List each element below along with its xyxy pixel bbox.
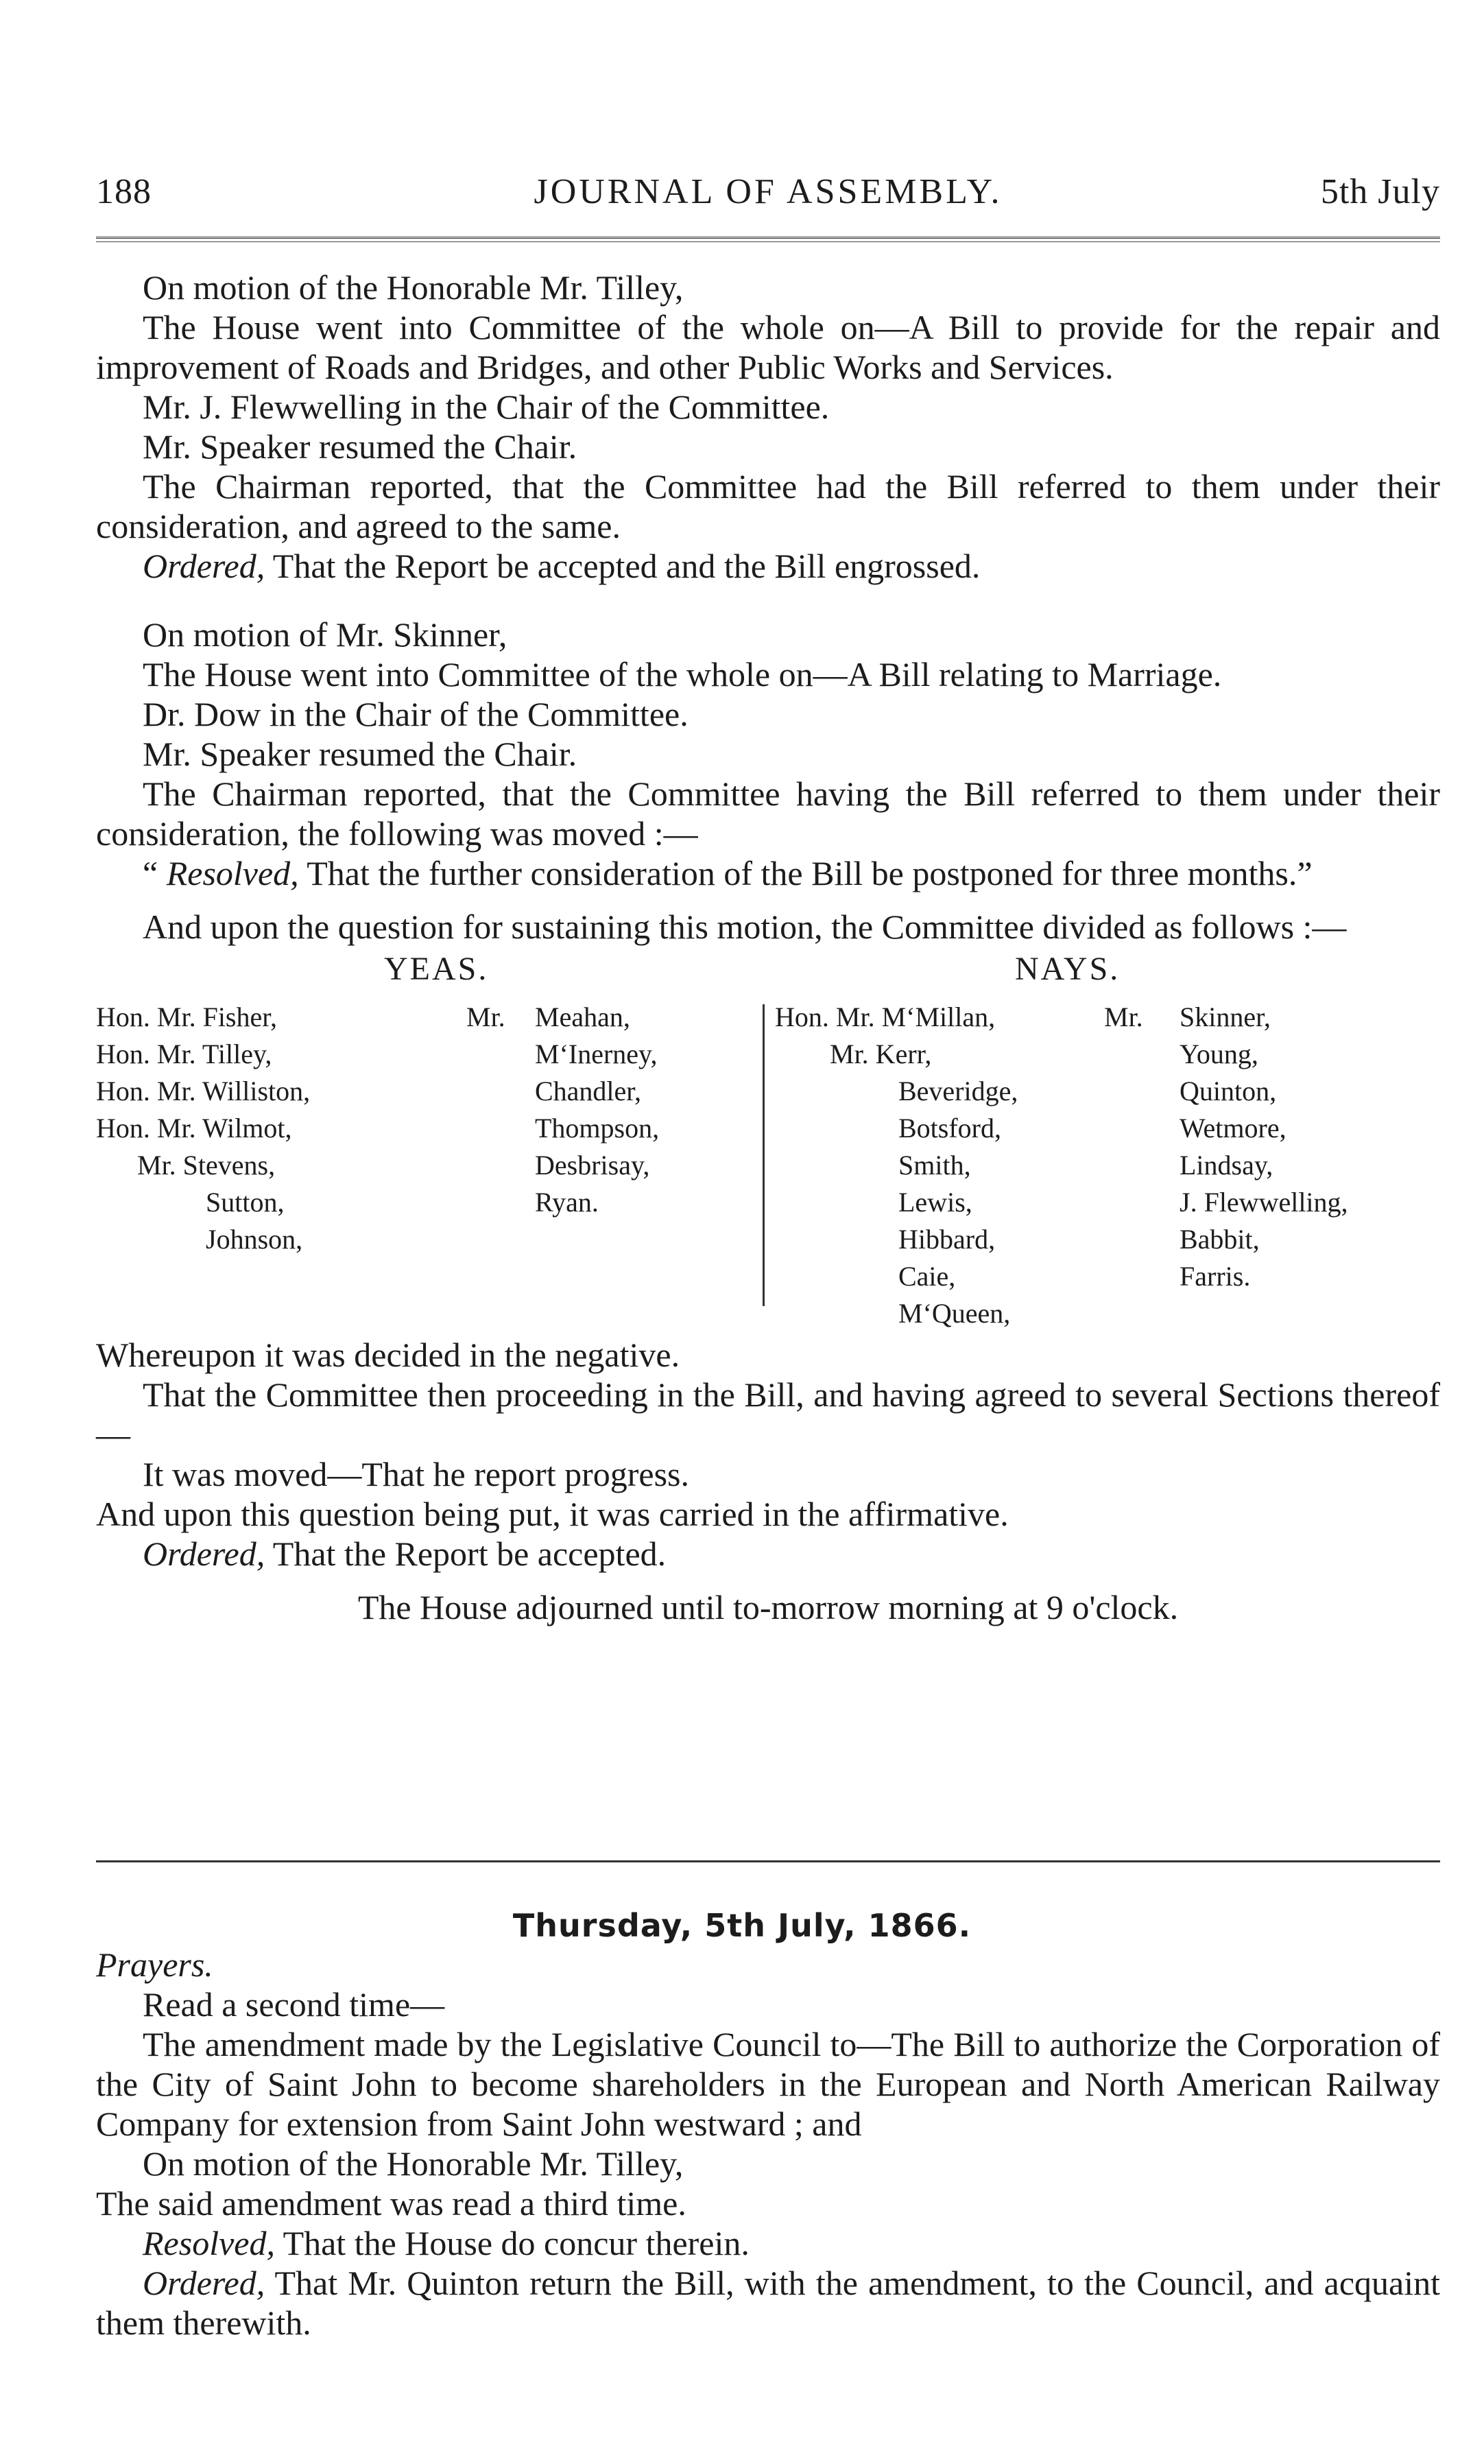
day-heading: Thursday, 5th July, 1866. xyxy=(512,1907,972,1944)
section-rule xyxy=(96,1860,1440,1862)
division-divider xyxy=(763,1004,765,1306)
nays-column-2-prefix xyxy=(1104,999,1143,1036)
nay-name: Lindsay, xyxy=(1180,1150,1273,1181)
journal-title: JOURNAL OF ASSEMBLY. xyxy=(534,172,1003,211)
yeas-heading: YEAS. xyxy=(384,951,489,987)
yea-name: Johnson, xyxy=(206,1224,303,1255)
yeas-column-2 xyxy=(535,999,659,1221)
nay-name: Lewis, xyxy=(898,1187,972,1218)
division-intro: And upon the question for sustaining this motion, the Committee divided as follows :— xyxy=(143,908,1347,946)
yea-name: Sutton, xyxy=(206,1187,285,1218)
division-list xyxy=(96,951,1440,1335)
chairman-report-1: The Chairman reported, that the Committee had the Bill referred to them under their consideration, and agreed to the same. xyxy=(96,467,1440,545)
nay-name: M‘Queen, xyxy=(898,1298,1011,1329)
motion-tilley: On motion of the Honorable Mr. Tilley, xyxy=(143,268,684,307)
chair-flewwelling: Mr. J. Flewwelling in the Chair of the Committee. xyxy=(143,388,830,426)
yeas-column-1 xyxy=(96,999,310,1258)
read-second-time: Read a second time— xyxy=(143,1985,445,2024)
chairman-report-2: The Chairman reported, that the Committee having the Bill referred to them under their consideration, the following was moved :— xyxy=(96,774,1440,853)
open-quote: “ xyxy=(143,854,167,892)
amendment-saint-john: The amendment made by the Legislative Council to—The Bill to authorize the Corporation of the City of Saint John to become shareholders in the European and North American Railway Company for extension from Saint John westward ; and xyxy=(96,2025,1440,2143)
speaker-resumed-1: Mr. Speaker resumed the Chair. xyxy=(143,427,577,466)
ordered-quinton xyxy=(96,2263,1440,2343)
nay-name: Hibbard, xyxy=(898,1224,996,1255)
prayers-label: Prayers. xyxy=(96,1945,213,1984)
ordered-quinton-label: Ordered, xyxy=(143,2264,265,2302)
decided-negative: Whereupon it was decided in the negative. xyxy=(96,1336,680,1374)
nay-name: Wetmore, xyxy=(1180,1113,1286,1144)
moved-report-progress: It was moved—That he report progress. xyxy=(143,1455,689,1493)
running-header xyxy=(96,171,1440,226)
yea-name: Ryan. xyxy=(535,1187,599,1218)
ordered-2-label: Ordered, xyxy=(143,1535,265,1573)
nay-name: Hon. Mr. M‘Millan, xyxy=(775,1002,996,1032)
speaker-resumed-2: Mr. Speaker resumed the Chair. xyxy=(143,735,577,773)
ordered-2-text: That the Report be accepted. xyxy=(265,1535,667,1573)
yea-name: Hon. Mr. Tilley, xyxy=(96,1039,272,1069)
resolved-concur xyxy=(96,2223,1440,2263)
yea-name: Meahan, xyxy=(535,1002,630,1032)
nays-column-2 xyxy=(1180,999,1348,1295)
yeas-column-2-prefix xyxy=(466,999,505,1036)
resolved-concur-text: That the House do concur therein. xyxy=(274,2224,750,2262)
nay-name: Beveridge, xyxy=(898,1076,1018,1106)
nay-name: Caie, xyxy=(898,1261,956,1292)
yea-name: Hon. Mr. Wilmot, xyxy=(96,1113,292,1144)
yea-name: Desbrisay, xyxy=(535,1150,650,1181)
committee-marriage-bill: The House went into Committee of the whole on—A Bill relating to Marriage. xyxy=(143,655,1222,694)
page-number: 188 xyxy=(96,172,152,211)
house-adjourned: The House adjourned until to-morrow morning at 9 o'clock. xyxy=(357,1588,1179,1626)
yea-name: Thompson, xyxy=(535,1113,660,1144)
committee-roads-bill: The House went into Committee of the whole on—A Bill to provide for the repair and improvement of Roads and Bridges, and other Public Works and Services. xyxy=(96,308,1440,386)
nay-name: Smith, xyxy=(898,1150,971,1181)
yeas-col2-mr: Mr. xyxy=(466,1002,505,1032)
nay-name: Young, xyxy=(1180,1039,1258,1069)
ordered-quinton-text: That Mr. Quinton return the Bill, with the amendment, to the Council, and acquaint them therewith. xyxy=(96,2264,1440,2342)
read-third-time: The said amendment was read a third time. xyxy=(96,2184,686,2223)
yea-name: Chandler, xyxy=(535,1076,642,1106)
ordered-1 xyxy=(96,546,1440,586)
nay-name: Quinton, xyxy=(1180,1076,1277,1106)
resolved-label: Resolved, xyxy=(166,854,299,892)
chair-dow: Dr. Dow in the Chair of the Committee. xyxy=(143,695,689,733)
nay-name: Babbit, xyxy=(1180,1224,1260,1255)
motion-tilley-2: On motion of the Honorable Mr. Tilley, xyxy=(143,2144,684,2183)
header-date: 5th July xyxy=(1320,172,1440,211)
nay-name: J. Flewwelling, xyxy=(1180,1187,1348,1218)
ordered-2 xyxy=(96,1534,1440,1574)
committee-proceeding: That the Committee then proceeding in the Bill, and having agreed to several Sections thereof— xyxy=(96,1375,1440,1454)
yea-name: Mr. Stevens, xyxy=(137,1150,276,1181)
resolved-concur-label: Resolved, xyxy=(143,2224,275,2262)
ordered-1-label: Ordered, xyxy=(143,547,265,585)
nay-name: Skinner, xyxy=(1180,1002,1271,1032)
nays-column-1 xyxy=(775,999,1018,1332)
nay-name: Farris. xyxy=(1180,1261,1251,1292)
resolved-text: That the further consideration of the Bill be postponed for three months.” xyxy=(298,854,1313,892)
nay-name: Botsford, xyxy=(898,1113,1001,1144)
yea-name: Hon. Mr. Fisher, xyxy=(96,1002,277,1032)
header-rule xyxy=(96,237,1440,242)
ordered-1-text: That the Report be accepted and the Bill engrossed. xyxy=(265,547,981,585)
motion-skinner: On motion of Mr. Skinner, xyxy=(143,615,507,654)
resolved-postpone xyxy=(96,853,1440,893)
nays-heading: NAYS. xyxy=(1015,951,1121,987)
thursday-proceedings xyxy=(96,1945,1440,2343)
carried-affirmative: And upon this question being put, it was carried in the affirmative. xyxy=(96,1495,1009,1533)
proceedings-body xyxy=(96,268,1440,1627)
prayers xyxy=(96,1945,1440,1985)
yea-name: M‘Inerney, xyxy=(535,1039,658,1069)
yea-name: Hon. Mr. Williston, xyxy=(96,1076,311,1106)
nay-name: Mr. Kerr, xyxy=(830,1039,932,1069)
nays-col2-mr: Mr. xyxy=(1104,1002,1143,1032)
